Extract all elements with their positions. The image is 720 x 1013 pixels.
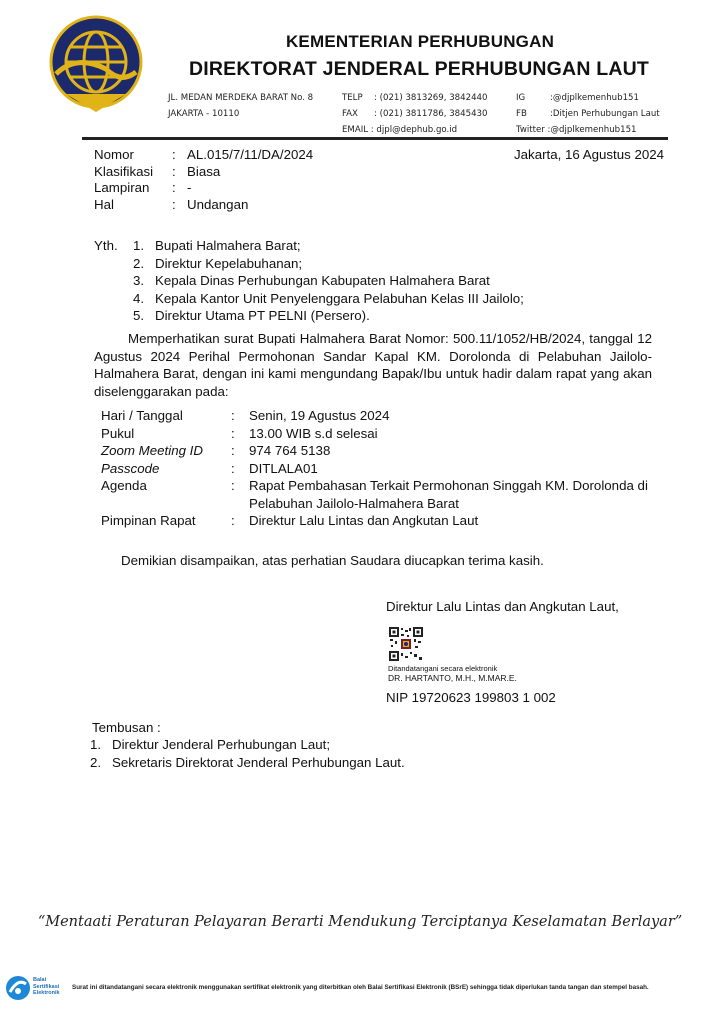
header-divider (82, 137, 668, 140)
fb-label: FB (516, 109, 527, 119)
telp-value: : (021) 3813269, 3842440 (374, 93, 488, 103)
detail-value: Rapat Pembahasan Terkait Permohonan Singgah KM. Dorolonda di Pelabuhan Jailolo-Halmahera Barat (249, 478, 648, 511)
detail-row (101, 477, 661, 512)
phone-block (342, 90, 487, 138)
detail-label: Hari / Tanggal (101, 408, 183, 423)
hal-label: Hal (94, 196, 114, 212)
e-signed-note: Ditandatangani secara elektronik (388, 664, 498, 673)
detail-colon: : (231, 478, 235, 493)
detail-colon: : (231, 425, 235, 441)
bsre-name-line: Balai (33, 977, 47, 983)
detail-label: Passcode (101, 460, 160, 476)
list-text: Direktur Jenderal Perhubungan Laut; (112, 737, 331, 752)
list-number: 2. (90, 754, 102, 770)
ministry-logo (46, 14, 146, 114)
meeting-details (101, 407, 661, 530)
list-number: 1. (133, 238, 145, 253)
recipients-label: Yth. (94, 238, 118, 253)
address-line-2: JAKARTA - 10110 (168, 109, 240, 119)
detail-row (101, 425, 661, 443)
detail-colon: : (231, 443, 235, 458)
detail-row (101, 407, 661, 425)
tembusan-list (90, 736, 405, 771)
list-item (90, 754, 405, 772)
detail-label: Zoom Meeting ID (101, 443, 203, 458)
nomor-value: AL.015/7/11/DA/2024 (187, 147, 314, 162)
detail-value: 974 764 5138 (249, 443, 331, 458)
meta-colon: : (172, 163, 176, 179)
detail-label: Pimpinan Rapat (101, 513, 196, 528)
nomor-label: Nomor (94, 147, 134, 162)
detail-label: Pukul (101, 425, 135, 441)
list-item (133, 255, 524, 273)
list-text: Bupati Halmahera Barat; (155, 238, 301, 253)
email-line: EMAIL : djpl@dephub.go.id (342, 125, 458, 135)
list-number: 3. (133, 273, 145, 288)
lampiran-label: Lampiran (94, 180, 150, 195)
list-item (133, 272, 524, 290)
list-item (133, 307, 524, 325)
meta-colon: : (172, 147, 176, 162)
list-text: Direktur Kepelabuhanan; (155, 255, 303, 271)
social-block (516, 90, 660, 138)
qr-code (388, 626, 424, 662)
fax-label: FAX (342, 109, 358, 119)
detail-value: DITLALA01 (249, 460, 318, 476)
bsre-name-line: Sertifikasi (33, 983, 60, 990)
directorate-name: DIREKTORAT JENDERAL PERHUBUNGAN LAUT (188, 58, 650, 80)
list-text: Kepala Kantor Unit Penyelenggara Pelabuhan Kelas III Jailolo; (155, 290, 524, 306)
bsre-logo-icon (4, 974, 32, 1002)
intro-paragraph: Memperhatikan surat Bupati Halmahera Barat Nomor: 500.11/1052/HB/2024, tanggal 12 Agustus 2024 Perihal Permohonan Sandar Kapal KM. Dorolonda di Pelabuhan Jailolo-Halmahera Barat, dengan ini kami mengundang Bapak/Ibu untuk hadir dalam rapat yang akan diselenggarakan pada: (94, 331, 652, 399)
lampiran-value: - (187, 180, 192, 195)
detail-value: Senin, 19 Agustus 2024 (249, 408, 390, 423)
fax-value: : (021) 3811786, 3845430 (374, 109, 488, 119)
detail-value: 13.00 WIB s.d selesai (249, 425, 378, 441)
closing-sentence: Demikian disampaikan, atas perhatian Saudara diucapkan terima kasih. (121, 553, 544, 568)
list-number: 1. (90, 737, 102, 752)
address-line-1: JL. MEDAN MERDEKA BARAT No. 8 (168, 93, 314, 103)
detail-colon: : (231, 408, 235, 423)
ministry-name: KEMENTERIAN PERHUBUNGAN (285, 32, 555, 51)
list-number: 2. (133, 255, 145, 271)
list-item (133, 237, 524, 255)
list-item (133, 290, 524, 308)
detail-colon: : (231, 460, 235, 476)
detail-row (101, 512, 661, 530)
recipients-list (133, 237, 524, 325)
signer-name: DR. HARTANTO, M.H., M.MAR.E. (388, 673, 517, 683)
list-number: 4. (133, 290, 145, 306)
ig-label: IG (516, 93, 526, 103)
signer-title: Direktur Lalu Lintas dan Angkutan Laut, (386, 599, 619, 614)
letter-meta (94, 147, 313, 213)
klasifikasi-value: Biasa (187, 163, 221, 179)
hal-value: Undangan (187, 196, 249, 212)
meta-colon: : (172, 180, 176, 195)
motto: “Mentaati Peraturan Pelayaran Berarti Mendukung Terciptanya Keselamatan Berlayar” (37, 914, 683, 930)
bsre-name-line: Elektronik (33, 990, 60, 996)
ig-value: :@djplkemenhub151 (550, 93, 639, 103)
detail-value: Direktur Lalu Lintas dan Angkutan Laut (249, 513, 479, 528)
address-block (168, 90, 313, 122)
bsre-name (33, 977, 60, 997)
detail-colon: : (231, 513, 235, 528)
detail-label: Agenda (101, 478, 147, 493)
telp-label: TELP (342, 93, 363, 103)
fb-value: :Ditjen Perhubungan Laut (550, 109, 660, 119)
list-text: Sekretaris Direktorat Jenderal Perhubungan Laut. (112, 754, 405, 770)
detail-row (101, 442, 661, 460)
meta-colon: : (172, 196, 176, 212)
list-item (90, 736, 405, 754)
list-number: 5. (133, 308, 145, 323)
klasifikasi-label: Klasifikasi (94, 163, 154, 179)
e-signature-notice: Surat ini ditandatangani secara elektronik menggunakan sertifikat elektronik yang diterbitkan oleh Balai Sertifikasi Elektronik (BSrE) sehingga tidak diperlukan tanda tangan dan stempel basah. (72, 984, 649, 991)
letter-date: Jakarta, 16 Agustus 2024 (514, 147, 665, 162)
detail-row (101, 460, 661, 478)
tembusan-label: Tembusan : (92, 720, 161, 735)
list-text: Direktur Utama PT PELNI (Persero). (155, 308, 370, 323)
signer-nip: NIP 19720623 199803 1 002 (386, 690, 556, 705)
twitter-line: Twitter :@djplkemenhub151 (516, 125, 637, 135)
list-text: Kepala Dinas Perhubungan Kabupaten Halmahera Barat (155, 273, 490, 288)
